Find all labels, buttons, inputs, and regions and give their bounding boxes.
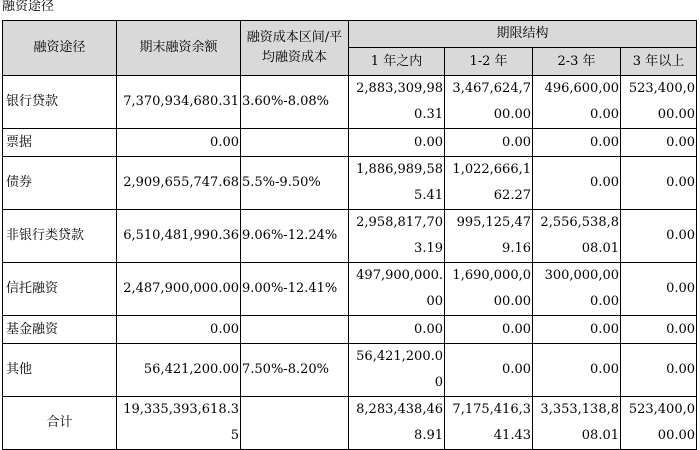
table-row <box>3 157 697 210</box>
2-3y-cell: 496,600,000.00 <box>533 76 621 129</box>
cost-cell: 3.60%-8.08% <box>241 76 349 129</box>
header-term-structure: 期限结构 <box>349 21 697 48</box>
over-3y-cell: 0.00 <box>621 344 697 397</box>
within-1y-cell: 2,958,817,703.19 <box>349 210 445 263</box>
route-cell: 非银行类贷款 <box>3 210 117 263</box>
total-row <box>3 397 697 450</box>
header-route: 融资途径 <box>3 21 117 76</box>
within-1y-cell: 0.00 <box>349 316 445 344</box>
header-1-2y: 1-2 年 <box>445 48 533 76</box>
2-3y-cell: 0.00 <box>533 129 621 157</box>
cost-cell <box>241 316 349 344</box>
table-row <box>3 344 697 397</box>
over-3y-cell: 0.00 <box>621 316 697 344</box>
header-over-3y: 3 年以上 <box>621 48 697 76</box>
header-balance: 期末融资余额 <box>117 21 241 76</box>
total-2-3y-cell: 3,353,138,808.01 <box>533 397 621 450</box>
total-1-2y-cell: 7,175,416,341.43 <box>445 397 533 450</box>
balance-cell: 2,487,900,000.00 <box>117 263 241 316</box>
over-3y-cell: 0.00 <box>621 263 697 316</box>
table-caption: 融资途径 <box>2 0 55 14</box>
within-1y-cell: 497,900,000.00 <box>349 263 445 316</box>
route-cell: 基金融资 <box>3 316 117 344</box>
within-1y-cell: 1,886,989,585.41 <box>349 157 445 210</box>
table-row <box>3 263 697 316</box>
1-2y-cell: 0.00 <box>445 129 533 157</box>
1-2y-cell: 1,022,666,162.27 <box>445 157 533 210</box>
header-within-1y: 1 年之内 <box>349 48 445 76</box>
table-row <box>3 76 697 129</box>
total-balance-cell: 19,335,393,618.35 <box>117 397 241 450</box>
table-row <box>3 316 697 344</box>
table-row <box>3 210 697 263</box>
route-cell: 票据 <box>3 129 117 157</box>
2-3y-cell: 0.00 <box>533 344 621 397</box>
total-label: 合计 <box>3 397 117 450</box>
balance-cell: 2,909,655,747.68 <box>117 157 241 210</box>
cost-cell: 7.50%-8.20% <box>241 344 349 397</box>
cost-cell <box>241 129 349 157</box>
1-2y-cell: 0.00 <box>445 344 533 397</box>
within-1y-cell: 0.00 <box>349 129 445 157</box>
financing-table <box>2 20 697 450</box>
header-2-3y: 2-3 年 <box>533 48 621 76</box>
route-cell: 债券 <box>3 157 117 210</box>
balance-cell: 0.00 <box>117 316 241 344</box>
over-3y-cell: 0.00 <box>621 129 697 157</box>
balance-cell: 6,510,481,990.36 <box>117 210 241 263</box>
cost-cell: 9.06%-12.24% <box>241 210 349 263</box>
within-1y-cell: 56,421,200.00 <box>349 344 445 397</box>
1-2y-cell: 1,690,000,000.00 <box>445 263 533 316</box>
table-row <box>3 129 697 157</box>
over-3y-cell: 0.00 <box>621 210 697 263</box>
route-cell: 银行贷款 <box>3 76 117 129</box>
2-3y-cell: 300,000,000.00 <box>533 263 621 316</box>
route-cell: 其他 <box>3 344 117 397</box>
within-1y-cell: 2,883,309,980.31 <box>349 76 445 129</box>
balance-cell: 7,370,934,680.31 <box>117 76 241 129</box>
total-cost-cell <box>241 397 349 450</box>
1-2y-cell: 995,125,479.16 <box>445 210 533 263</box>
over-3y-cell: 523,400,000.00 <box>621 76 697 129</box>
total-over-3y-cell: 523,400,000.00 <box>621 397 697 450</box>
route-cell: 信托融资 <box>3 263 117 316</box>
1-2y-cell: 0.00 <box>445 316 533 344</box>
cost-cell: 9.00%-12.41% <box>241 263 349 316</box>
balance-cell: 56,421,200.00 <box>117 344 241 397</box>
2-3y-cell: 2,556,538,808.01 <box>533 210 621 263</box>
over-3y-cell: 0.00 <box>621 157 697 210</box>
cost-cell: 5.5%-9.50% <box>241 157 349 210</box>
1-2y-cell: 3,467,624,700.00 <box>445 76 533 129</box>
balance-cell: 0.00 <box>117 129 241 157</box>
total-within-1y-cell: 8,283,438,468.91 <box>349 397 445 450</box>
2-3y-cell: 0.00 <box>533 316 621 344</box>
header-cost: 融资成本区间/平均融资成本 <box>241 21 349 76</box>
2-3y-cell: 0.00 <box>533 157 621 210</box>
